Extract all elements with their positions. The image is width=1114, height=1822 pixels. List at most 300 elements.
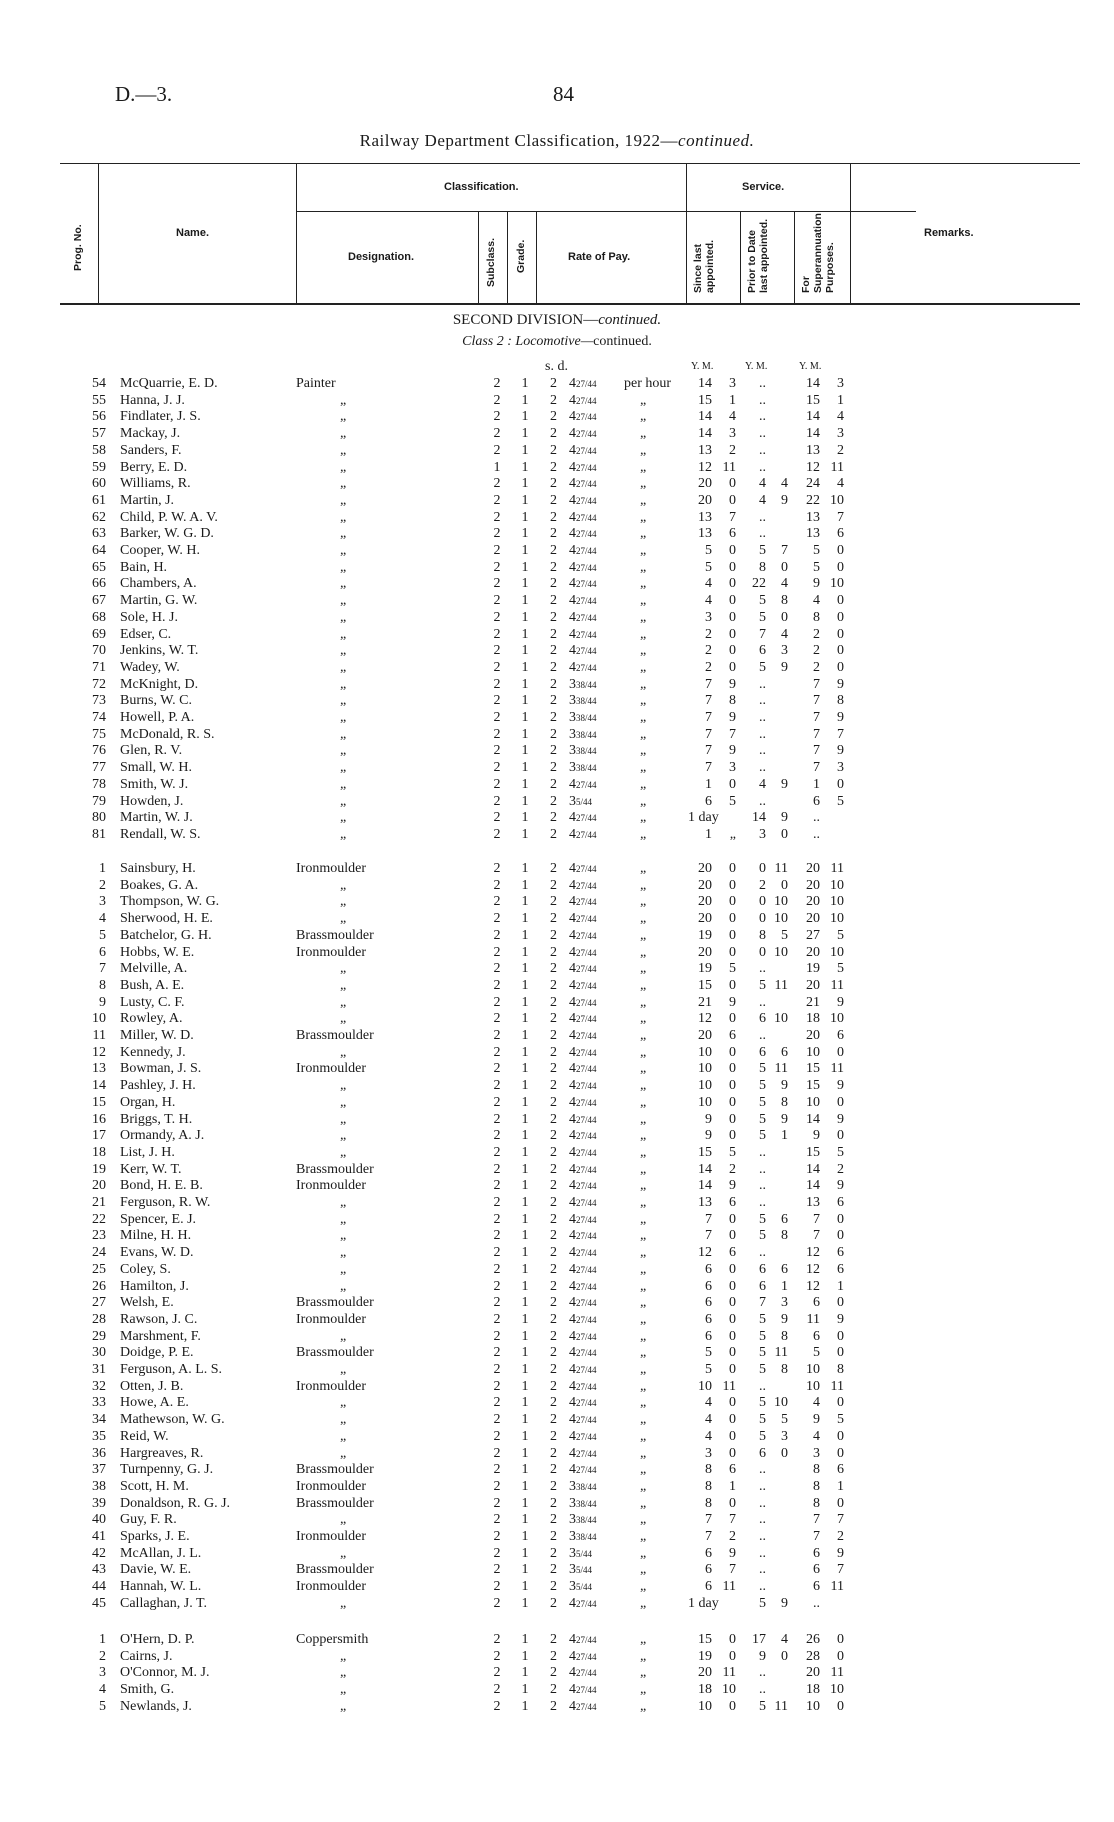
rate-unit: „ bbox=[640, 1395, 647, 1411]
grade: 1 bbox=[521, 526, 529, 542]
prog-no: 4 bbox=[99, 1682, 106, 1698]
subclass: 2 bbox=[493, 1178, 501, 1194]
super-years: 2 bbox=[813, 643, 820, 659]
since-years: 12 bbox=[698, 1011, 712, 1027]
super-months: 6 bbox=[837, 1261, 844, 1277]
prior-years: .. bbox=[759, 1028, 766, 1043]
rate-fraction: 27/44 bbox=[576, 1685, 597, 1696]
table-row bbox=[0, 1278, 1114, 1295]
designation: „ bbox=[340, 659, 347, 675]
designation: „ bbox=[340, 1595, 347, 1611]
grade: 1 bbox=[521, 793, 529, 809]
super-years: 8 bbox=[813, 1495, 820, 1511]
rate-unit: „ bbox=[640, 1011, 647, 1027]
rate-pence: 3 bbox=[569, 1545, 576, 1561]
rate-of-pay bbox=[550, 692, 597, 710]
rate-of-pay bbox=[550, 1631, 597, 1649]
employee-name: Rawson, J. C. bbox=[120, 1311, 198, 1327]
since-months: 3 bbox=[729, 426, 736, 442]
since-months: 0 bbox=[729, 626, 736, 642]
subclass: 2 bbox=[493, 1345, 501, 1361]
super-months: 2 bbox=[837, 1529, 844, 1544]
designation: Ironmoulder bbox=[296, 1061, 366, 1077]
rate-pence: 4 bbox=[569, 509, 576, 525]
rate-pence: 4 bbox=[569, 1412, 576, 1428]
rate-fraction: 27/44 bbox=[576, 1651, 597, 1662]
employee-name: McDonald, R. S. bbox=[120, 726, 215, 742]
rate-shillings: 2 bbox=[550, 1328, 557, 1344]
rate-of-pay bbox=[550, 408, 597, 426]
since-months: 6 bbox=[729, 1028, 736, 1043]
grade: 1 bbox=[521, 1144, 529, 1160]
grade: 1 bbox=[521, 927, 529, 943]
table-row bbox=[0, 809, 1114, 826]
rate-unit: „ bbox=[640, 1682, 647, 1698]
prior-years: 5 bbox=[759, 1595, 766, 1611]
super-years: 13 bbox=[806, 526, 820, 542]
since-years: 6 bbox=[705, 1545, 712, 1561]
rate-of-pay bbox=[550, 1311, 597, 1329]
employee-name: Welsh, E. bbox=[120, 1295, 174, 1311]
designation: „ bbox=[340, 1412, 347, 1428]
since-years: 6 bbox=[705, 793, 712, 809]
since-years: 21 bbox=[698, 994, 712, 1010]
super-months: 9 bbox=[837, 1545, 844, 1561]
since-years: 1 day bbox=[688, 1595, 719, 1611]
rate-fraction: 27/44 bbox=[576, 914, 597, 925]
prior-years: 5 bbox=[759, 1328, 766, 1344]
designation: „ bbox=[340, 1545, 347, 1561]
grade: 1 bbox=[521, 1495, 529, 1511]
rate-of-pay bbox=[550, 826, 597, 844]
subclass: 2 bbox=[493, 1144, 501, 1160]
super-months: 0 bbox=[837, 1495, 844, 1511]
grade: 1 bbox=[521, 1128, 529, 1144]
table-row bbox=[0, 860, 1114, 877]
prog-no: 3 bbox=[99, 1665, 106, 1681]
prior-months: 9 bbox=[781, 810, 788, 826]
rate-pence: 4 bbox=[569, 659, 576, 675]
super-years: 14 bbox=[806, 1111, 820, 1127]
rate-fraction: 27/44 bbox=[576, 579, 597, 590]
rate-fraction: 38/44 bbox=[576, 679, 597, 690]
super-years: 12 bbox=[806, 1278, 820, 1294]
super-months: 7 bbox=[837, 1512, 844, 1528]
since-months: 0 bbox=[729, 1445, 736, 1461]
since-years: 14 bbox=[698, 376, 712, 391]
designation: „ bbox=[340, 1698, 347, 1714]
grade: 1 bbox=[521, 559, 529, 575]
prior-months: 8 bbox=[781, 1094, 788, 1110]
prior-years: 5 bbox=[759, 1228, 766, 1244]
rate-fraction: 27/44 bbox=[576, 864, 597, 874]
employee-name: Sainsbury, H. bbox=[120, 861, 196, 876]
rate-shillings: 2 bbox=[550, 476, 557, 492]
super-months: 11 bbox=[830, 1665, 844, 1681]
rate-of-pay bbox=[550, 1044, 597, 1062]
rate-shillings: 2 bbox=[550, 609, 557, 625]
rate-pence: 4 bbox=[569, 1362, 576, 1377]
prior-years: 8 bbox=[759, 559, 766, 575]
rate-unit: „ bbox=[640, 492, 647, 508]
prog-no: 34 bbox=[92, 1412, 106, 1428]
rate-unit: „ bbox=[640, 927, 647, 943]
prior-months: 11 bbox=[774, 1345, 788, 1361]
prior-years: 5 bbox=[759, 1078, 766, 1094]
table-row bbox=[0, 1595, 1114, 1612]
rate-of-pay bbox=[550, 1681, 597, 1699]
prior-months: 11 bbox=[774, 861, 788, 876]
grade: 1 bbox=[521, 1044, 529, 1060]
since-months: 3 bbox=[729, 760, 736, 776]
table-row bbox=[0, 676, 1114, 693]
since-years: 6 bbox=[705, 1295, 712, 1311]
prior-years: 8 bbox=[759, 927, 766, 943]
rate-pence: 3 bbox=[569, 1562, 576, 1578]
subclass: 2 bbox=[493, 1011, 501, 1027]
super-years: 24 bbox=[806, 476, 820, 492]
rate-of-pay bbox=[550, 642, 597, 660]
prog-no: 38 bbox=[92, 1478, 106, 1494]
rate-pence: 3 bbox=[569, 1579, 576, 1595]
rate-unit: „ bbox=[640, 1028, 647, 1043]
rate-of-pay bbox=[550, 559, 597, 577]
grade: 1 bbox=[521, 743, 529, 759]
prior-months: 8 bbox=[781, 1362, 788, 1377]
rate-unit: „ bbox=[640, 1632, 647, 1647]
prior-months: 10 bbox=[774, 944, 788, 960]
prior-years: 6 bbox=[759, 1278, 766, 1294]
table-row bbox=[0, 1511, 1114, 1528]
super-months: 0 bbox=[837, 1345, 844, 1361]
super-years: 4 bbox=[813, 593, 820, 609]
super-months: 8 bbox=[837, 1362, 844, 1377]
rate-pence: 4 bbox=[569, 861, 576, 876]
super-years: 20 bbox=[806, 944, 820, 960]
prior-months: 5 bbox=[781, 927, 788, 943]
super-years: 21 bbox=[806, 994, 820, 1010]
super-years: 7 bbox=[813, 710, 820, 725]
rate-pence: 4 bbox=[569, 1245, 576, 1261]
since-months: 4 bbox=[729, 409, 736, 425]
designation: „ bbox=[340, 877, 347, 893]
prog-no: 54 bbox=[92, 376, 106, 391]
rate-shillings: 2 bbox=[550, 626, 557, 642]
designation: „ bbox=[340, 726, 347, 742]
prior-years: 5 bbox=[759, 1412, 766, 1428]
super-years: 6 bbox=[813, 1579, 820, 1595]
super-years: 18 bbox=[806, 1682, 820, 1698]
designation: Brassmoulder bbox=[296, 1462, 374, 1478]
super-years: .. bbox=[813, 826, 820, 842]
super-months: 0 bbox=[837, 543, 844, 558]
rate-pence: 4 bbox=[569, 426, 576, 442]
prior-months: 9 bbox=[781, 1311, 788, 1327]
rate-unit: „ bbox=[640, 726, 647, 742]
rate-fraction: 27/44 bbox=[576, 1598, 597, 1609]
rate-pence: 4 bbox=[569, 1682, 576, 1698]
subclass: 2 bbox=[493, 1428, 501, 1444]
subclass: 2 bbox=[493, 1495, 501, 1511]
since-years: 1 bbox=[705, 776, 712, 792]
employee-name: Mathewson, W. G. bbox=[120, 1412, 225, 1428]
class-continued: continued. bbox=[593, 334, 652, 349]
rate-of-pay bbox=[550, 1428, 597, 1446]
super-years: 4 bbox=[813, 1428, 820, 1444]
super-months: 9 bbox=[837, 1111, 844, 1127]
since-months: 9 bbox=[729, 676, 736, 692]
rate-unit: „ bbox=[640, 1428, 647, 1444]
rate-shillings: 2 bbox=[550, 1648, 557, 1664]
prior-years: .. bbox=[759, 442, 766, 458]
rate-shillings: 2 bbox=[550, 710, 557, 725]
rate-shillings: 2 bbox=[550, 1445, 557, 1461]
employee-name: Smith, G. bbox=[120, 1682, 175, 1698]
rate-unit: „ bbox=[640, 1579, 647, 1595]
since-months: 0 bbox=[729, 927, 736, 943]
super-years: 10 bbox=[806, 1094, 820, 1110]
prog-no: 21 bbox=[92, 1195, 106, 1210]
prior-years: .. bbox=[759, 426, 766, 442]
prior-months: 0 bbox=[781, 609, 788, 625]
prior-years: 6 bbox=[759, 1011, 766, 1027]
table-row bbox=[0, 910, 1114, 927]
super-years: 8 bbox=[813, 1478, 820, 1494]
designation: Ironmoulder bbox=[296, 1529, 366, 1544]
rate-fraction: 27/44 bbox=[576, 1147, 597, 1158]
rate-of-pay bbox=[550, 726, 597, 744]
designation: „ bbox=[340, 1261, 347, 1277]
rate-fraction: 27/44 bbox=[576, 462, 597, 473]
table-row bbox=[0, 1194, 1114, 1211]
since-months: 9 bbox=[729, 1545, 736, 1561]
designation: „ bbox=[340, 1395, 347, 1411]
rate-pence: 4 bbox=[569, 1428, 576, 1444]
subclass: 2 bbox=[493, 1211, 501, 1227]
rate-of-pay bbox=[550, 1495, 597, 1513]
rate-fraction: 27/44 bbox=[576, 412, 597, 423]
prior-years: 5 bbox=[759, 593, 766, 609]
rate-fraction: 27/44 bbox=[576, 1381, 597, 1392]
rate-shillings: 2 bbox=[550, 877, 557, 893]
prior-months: 1 bbox=[781, 1278, 788, 1294]
table-row bbox=[0, 692, 1114, 709]
super-years: 20 bbox=[806, 911, 820, 927]
rate-of-pay bbox=[550, 1127, 597, 1145]
rate-fraction: 38/44 bbox=[576, 1515, 597, 1526]
grade: 1 bbox=[521, 944, 529, 960]
prior-months: 10 bbox=[774, 1395, 788, 1411]
header-designation: Designation. bbox=[348, 251, 415, 263]
rate-shillings: 2 bbox=[550, 1595, 557, 1611]
prior-months: 5 bbox=[781, 1412, 788, 1428]
rate-of-pay bbox=[550, 1394, 597, 1412]
subclass: 2 bbox=[493, 1028, 501, 1043]
super-months: 10 bbox=[830, 576, 844, 592]
employee-name: Lusty, C. F. bbox=[120, 994, 185, 1010]
prog-no: 6 bbox=[99, 944, 106, 960]
subclass: 2 bbox=[493, 1228, 501, 1244]
since-years: 20 bbox=[698, 894, 712, 910]
employee-name: Hannah, W. L. bbox=[120, 1579, 202, 1595]
since-months: 0 bbox=[729, 643, 736, 659]
since-months: 0 bbox=[729, 659, 736, 675]
subclass: 2 bbox=[493, 1362, 501, 1377]
rate-unit: „ bbox=[640, 793, 647, 809]
rate-pence: 3 bbox=[569, 793, 576, 809]
grade: 1 bbox=[521, 659, 529, 675]
employee-name: Rendall, W. S. bbox=[120, 826, 201, 842]
table-row bbox=[0, 1161, 1114, 1178]
employee-name: Cooper, W. H. bbox=[120, 543, 200, 558]
designation: Brassmoulder bbox=[296, 1345, 374, 1361]
prior-months: 9 bbox=[781, 1111, 788, 1127]
table-row bbox=[0, 1495, 1114, 1512]
rate-unit: „ bbox=[640, 1595, 647, 1611]
super-years: 20 bbox=[806, 977, 820, 993]
subclass: 2 bbox=[493, 1111, 501, 1127]
table-row bbox=[0, 1127, 1114, 1144]
grade: 1 bbox=[521, 877, 529, 893]
prog-no: 1 bbox=[99, 861, 106, 876]
rate-shillings: 2 bbox=[550, 743, 557, 759]
rate-of-pay bbox=[550, 1561, 592, 1579]
super-years: 2 bbox=[813, 659, 820, 675]
subclass: 2 bbox=[493, 1562, 501, 1578]
prog-no: 78 bbox=[92, 776, 106, 792]
rate-unit: „ bbox=[640, 1328, 647, 1344]
since-years: 9 bbox=[705, 1128, 712, 1144]
rate-fraction: 27/44 bbox=[576, 1164, 597, 1175]
subclass: 2 bbox=[493, 693, 501, 709]
table-row bbox=[0, 877, 1114, 894]
designation: „ bbox=[340, 1044, 347, 1060]
rate-pence: 4 bbox=[569, 376, 576, 391]
subclass: 2 bbox=[493, 1245, 501, 1261]
prog-no: 8 bbox=[99, 977, 106, 993]
rate-shillings: 2 bbox=[550, 676, 557, 692]
prog-no: 44 bbox=[92, 1579, 106, 1595]
super-months: 0 bbox=[837, 776, 844, 792]
super-years: 6 bbox=[813, 1562, 820, 1578]
prior-years: 17 bbox=[752, 1632, 766, 1647]
rate-fraction: 27/44 bbox=[576, 395, 597, 406]
rate-pence: 4 bbox=[569, 1161, 576, 1177]
employee-name: Reid, W. bbox=[120, 1428, 169, 1444]
subclass: 2 bbox=[493, 861, 501, 876]
prog-no: 9 bbox=[99, 994, 106, 1010]
rate-pence: 4 bbox=[569, 1632, 576, 1647]
rate-fraction: 38/44 bbox=[576, 1498, 597, 1509]
super-months: 0 bbox=[837, 1228, 844, 1244]
since-years: 9 bbox=[705, 1111, 712, 1127]
employee-name: Boakes, G. A. bbox=[120, 877, 199, 893]
prior-years: 4 bbox=[759, 476, 766, 492]
super-months: 11 bbox=[830, 1579, 844, 1595]
since-years: 10 bbox=[698, 1698, 712, 1714]
designation: Brassmoulder bbox=[296, 1562, 374, 1578]
rate-pence: 4 bbox=[569, 476, 576, 492]
prior-years: .. bbox=[759, 526, 766, 542]
rate-fraction: 5/44 bbox=[576, 1548, 593, 1559]
prior-years: .. bbox=[759, 1195, 766, 1210]
employee-name: Berry, E. D. bbox=[120, 459, 188, 475]
rate-shillings: 2 bbox=[550, 1161, 557, 1177]
designation: „ bbox=[340, 1665, 347, 1681]
rate-shillings: 2 bbox=[550, 526, 557, 542]
super-months: 0 bbox=[837, 1395, 844, 1411]
prior-months: 1 bbox=[781, 1128, 788, 1144]
rate-shillings: 2 bbox=[550, 559, 557, 575]
rate-fraction: 27/44 bbox=[576, 596, 597, 607]
rate-fraction: 27/44 bbox=[576, 546, 597, 556]
rate-pence: 4 bbox=[569, 1078, 576, 1094]
since-years: 20 bbox=[698, 1665, 712, 1681]
since-months: 0 bbox=[729, 944, 736, 960]
since-years: 20 bbox=[698, 492, 712, 508]
rate-shillings: 2 bbox=[550, 1178, 557, 1194]
since-years: 2 bbox=[705, 659, 712, 675]
super-months: 5 bbox=[837, 1144, 844, 1160]
rate-shillings: 2 bbox=[550, 944, 557, 960]
subclass: 2 bbox=[493, 1161, 501, 1177]
since-months: 2 bbox=[729, 1161, 736, 1177]
super-years: 6 bbox=[813, 793, 820, 809]
employee-name: Ferguson, A. L. S. bbox=[120, 1362, 223, 1377]
designation: „ bbox=[340, 1245, 347, 1261]
table-row bbox=[0, 944, 1114, 961]
rate-pence: 4 bbox=[569, 1595, 576, 1611]
subclass: 2 bbox=[493, 977, 501, 993]
prog-no: 11 bbox=[92, 1028, 106, 1043]
rate-of-pay bbox=[550, 709, 597, 727]
designation: Coppersmith bbox=[296, 1632, 369, 1647]
designation: „ bbox=[340, 392, 347, 408]
designation: „ bbox=[340, 626, 347, 642]
super-years: 7 bbox=[813, 760, 820, 776]
super-years: 11 bbox=[806, 1311, 820, 1327]
rate-unit: „ bbox=[640, 810, 647, 826]
employee-name: Mackay, J. bbox=[120, 426, 181, 442]
rate-fraction: 38/44 bbox=[576, 696, 597, 707]
divider bbox=[794, 211, 795, 303]
employee-name: Sherwood, H. E. bbox=[120, 911, 213, 927]
rate-fraction: 5/44 bbox=[576, 796, 593, 807]
designation: Painter bbox=[296, 376, 336, 391]
rate-fraction: 27/44 bbox=[576, 612, 597, 623]
rate-unit: „ bbox=[640, 1061, 647, 1077]
since-years: 18 bbox=[698, 1682, 712, 1698]
class-prefix: Class 2 : bbox=[462, 334, 512, 349]
since-years: 6 bbox=[705, 1328, 712, 1344]
rate-pence: 4 bbox=[569, 1028, 576, 1043]
subclass: 2 bbox=[493, 1648, 501, 1664]
rate-pence: 4 bbox=[569, 409, 576, 425]
prior-years: 0 bbox=[759, 861, 766, 876]
designation: „ bbox=[340, 609, 347, 625]
since-months: 5 bbox=[729, 1144, 736, 1160]
title-continued: continued. bbox=[678, 131, 755, 150]
rate-unit: „ bbox=[640, 442, 647, 458]
rate-of-pay bbox=[550, 1244, 597, 1262]
subclass: 2 bbox=[493, 442, 501, 458]
grade: 1 bbox=[521, 392, 529, 408]
table-row bbox=[0, 1461, 1114, 1478]
since-months: 10 bbox=[722, 1682, 736, 1698]
prog-no: 77 bbox=[92, 760, 106, 776]
rate-pence: 4 bbox=[569, 1211, 576, 1227]
since-months: 11 bbox=[722, 459, 736, 475]
